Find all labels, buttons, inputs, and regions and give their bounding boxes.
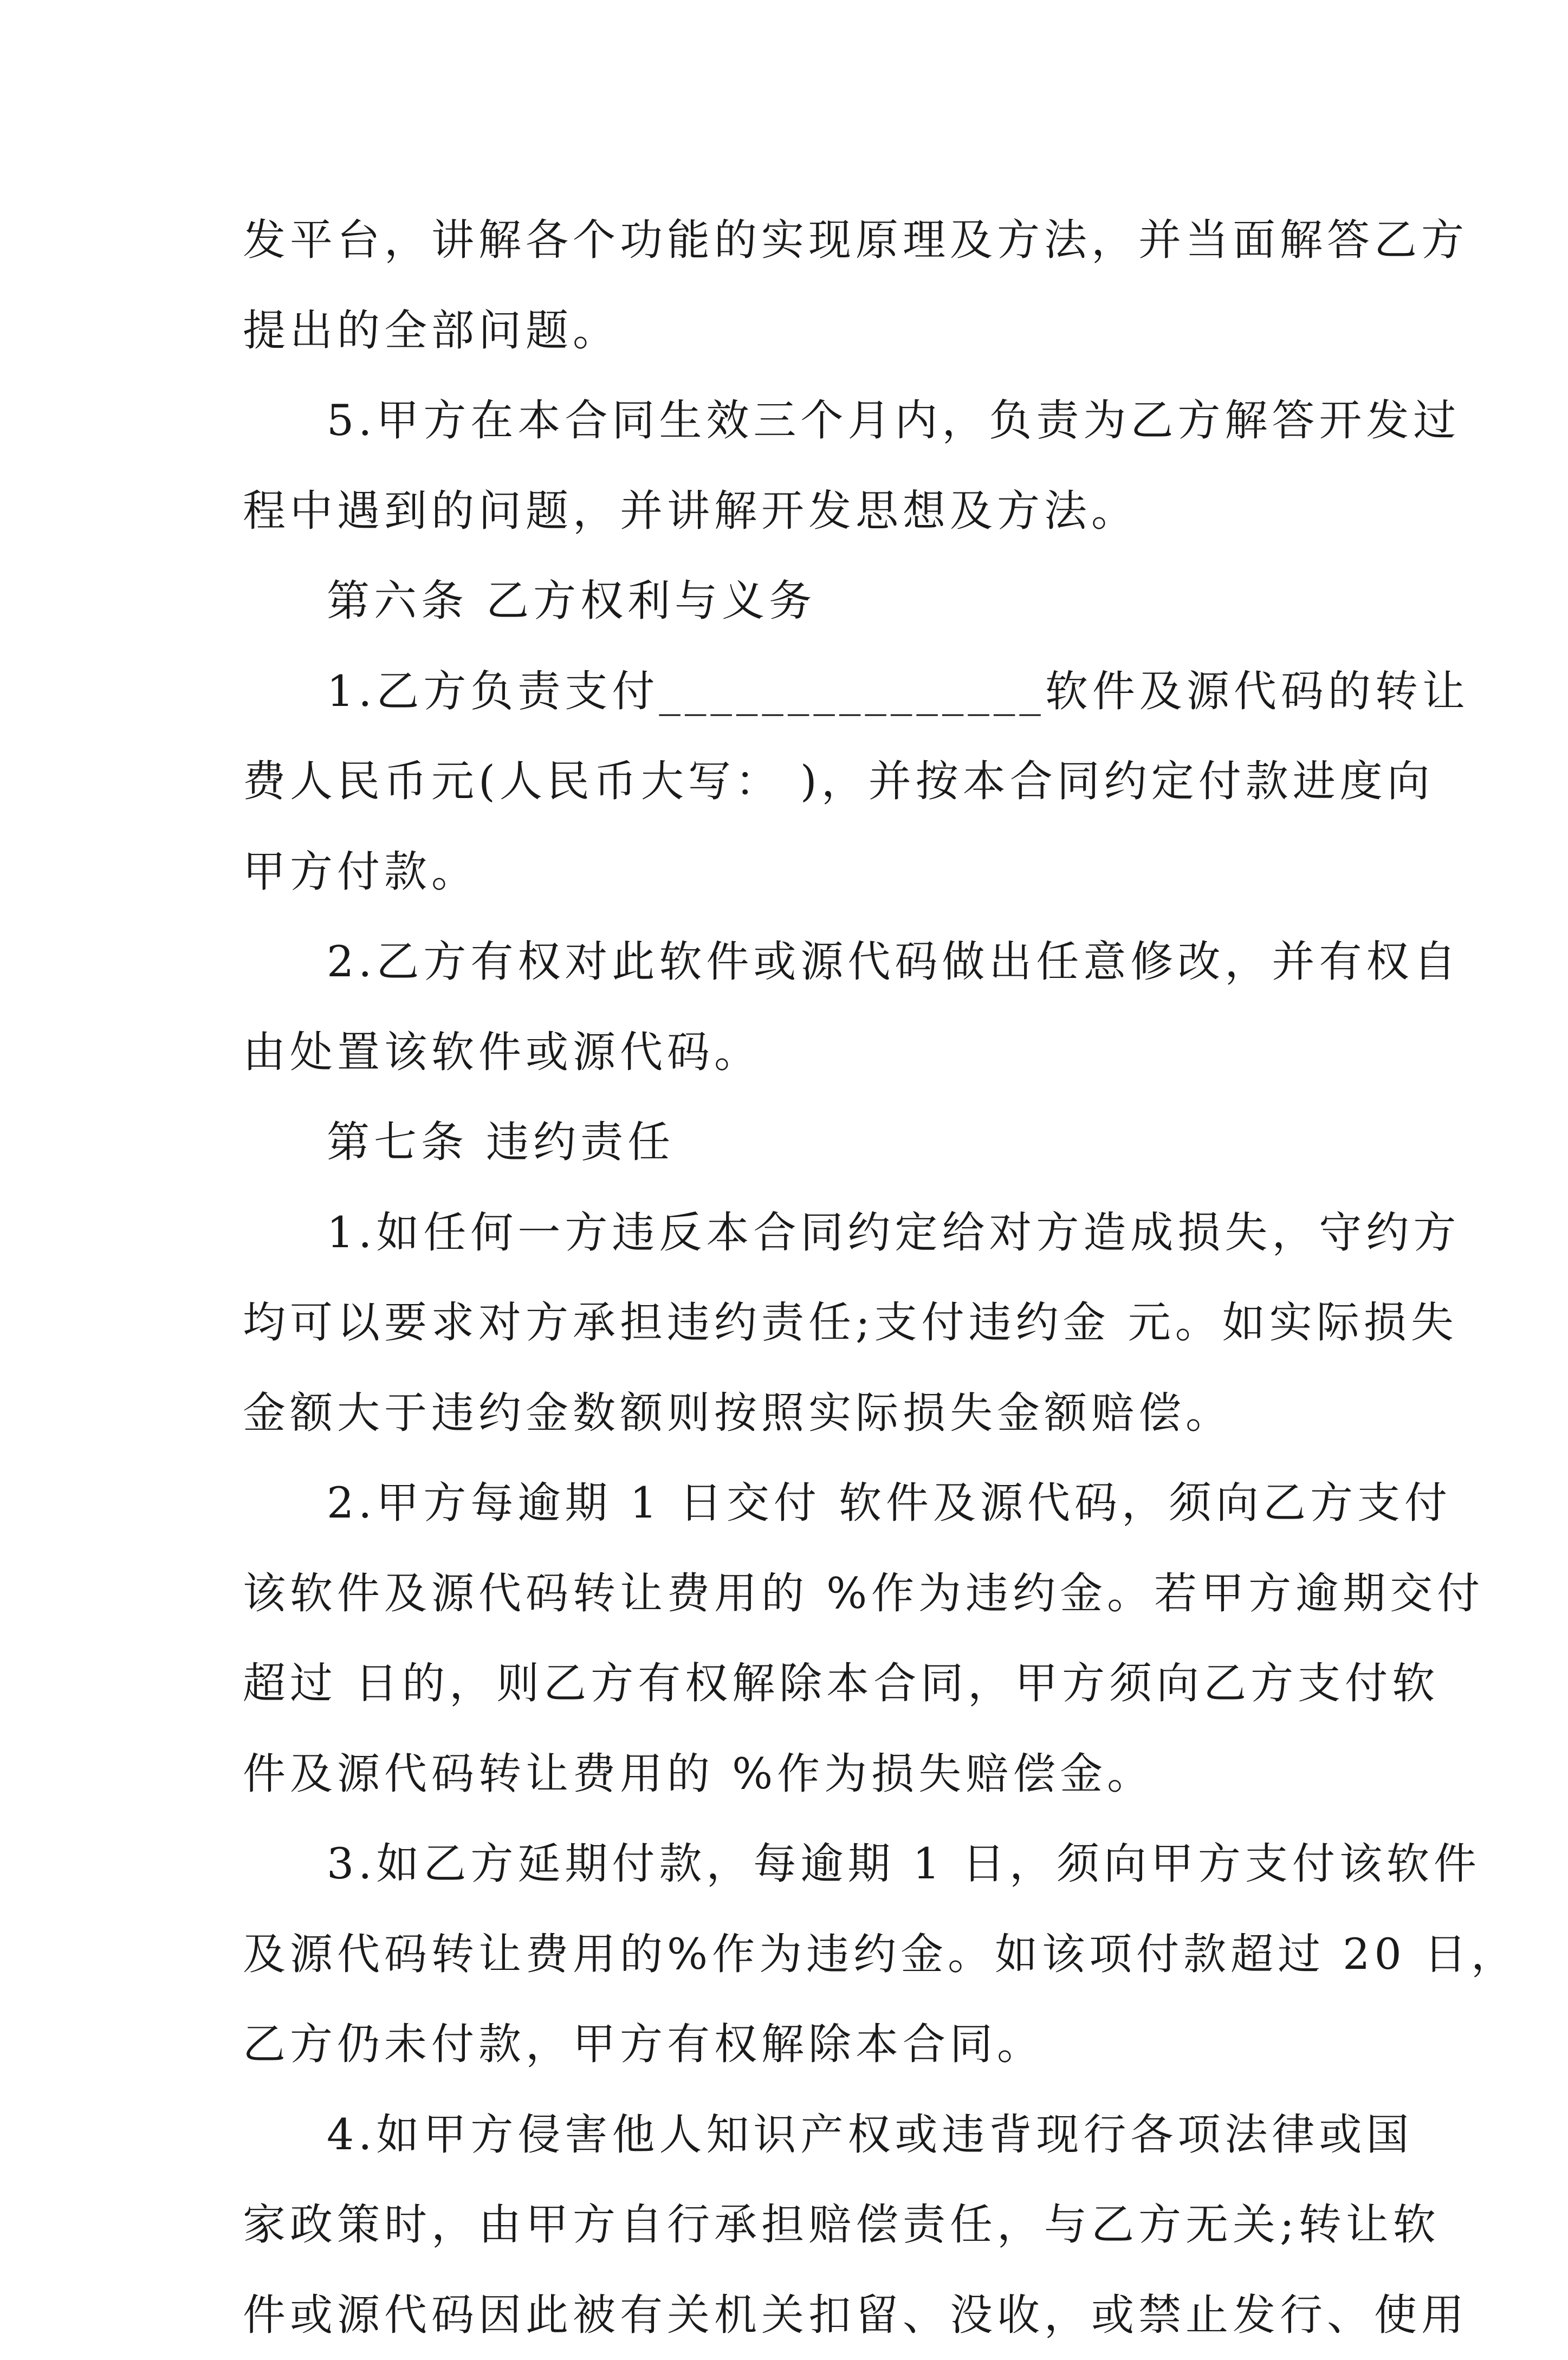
text-line: 程中遇到的问题，并讲解开发思想及方法。 <box>243 466 1332 556</box>
text-line: 1.如任何一方违反本合同约定给对方造成损失，守约方 <box>243 1188 1332 1278</box>
text-line: 件或源代码因此被有关机关扣留、没收，或禁止发行、使用 <box>243 2270 1332 2360</box>
section-heading: 第七条 违约责任 <box>243 1097 1332 1188</box>
text-line: 家政策时，由甲方自行承担赔偿责任，与乙方无关;转让软 <box>243 2180 1332 2270</box>
text-line: 4.如甲方侵害他人知识产权或违背现行各项法律或国 <box>243 2090 1332 2180</box>
text-line: 件及源代码转让费用的 %作为损失赔偿金。 <box>243 1729 1332 1819</box>
text-line: 金额大于违约金数额则按照实际损失金额赔偿。 <box>243 1368 1332 1458</box>
text-line: 2.甲方每逾期 1 日交付 软件及源代码，须向乙方支付 <box>243 1458 1332 1548</box>
contract-body <box>243 195 1332 2360</box>
text-line: 费人民币元(人民币大写： )，并按本合同约定付款进度向 <box>243 736 1332 827</box>
text-line: 甲方付款。 <box>243 827 1332 917</box>
text-line: 发平台，讲解各个功能的实现原理及方法，并当面解答乙方 <box>243 195 1332 286</box>
text-line: 乙方仍未付款，甲方有权解除本合同。 <box>243 1999 1332 2090</box>
text-line: 均可以要求对方承担违约责任;支付违约金 元。如实际损失 <box>243 1278 1332 1368</box>
text-line: 及源代码转让费用的%作为违约金。如该项付款超过 20 日， <box>243 1909 1332 2000</box>
text-line: 3.如乙方延期付款，每逾期 1 日，须向甲方支付该软件 <box>243 1819 1332 1909</box>
text-line: 5.甲方在本合同生效三个月内，负责为乙方解答开发过 <box>243 375 1332 466</box>
text-line: 该软件及源代码转让费用的 %作为违约金。若甲方逾期交付 <box>243 1548 1332 1639</box>
text-line: 超过 日的，则乙方有权解除本合同，甲方须向乙方支付软 <box>243 1638 1332 1729</box>
text-line: 提出的全部问题。 <box>243 286 1332 376</box>
section-heading: 第六条 乙方权利与义务 <box>243 556 1332 646</box>
text-line: 由处置该软件或源代码。 <box>243 1007 1332 1098</box>
text-line: 2.乙方有权对此软件或源代码做出任意修改，并有权自 <box>243 917 1332 1007</box>
text-line: 1.乙方负责支付_______________软件及源代码的转让 <box>243 646 1332 737</box>
